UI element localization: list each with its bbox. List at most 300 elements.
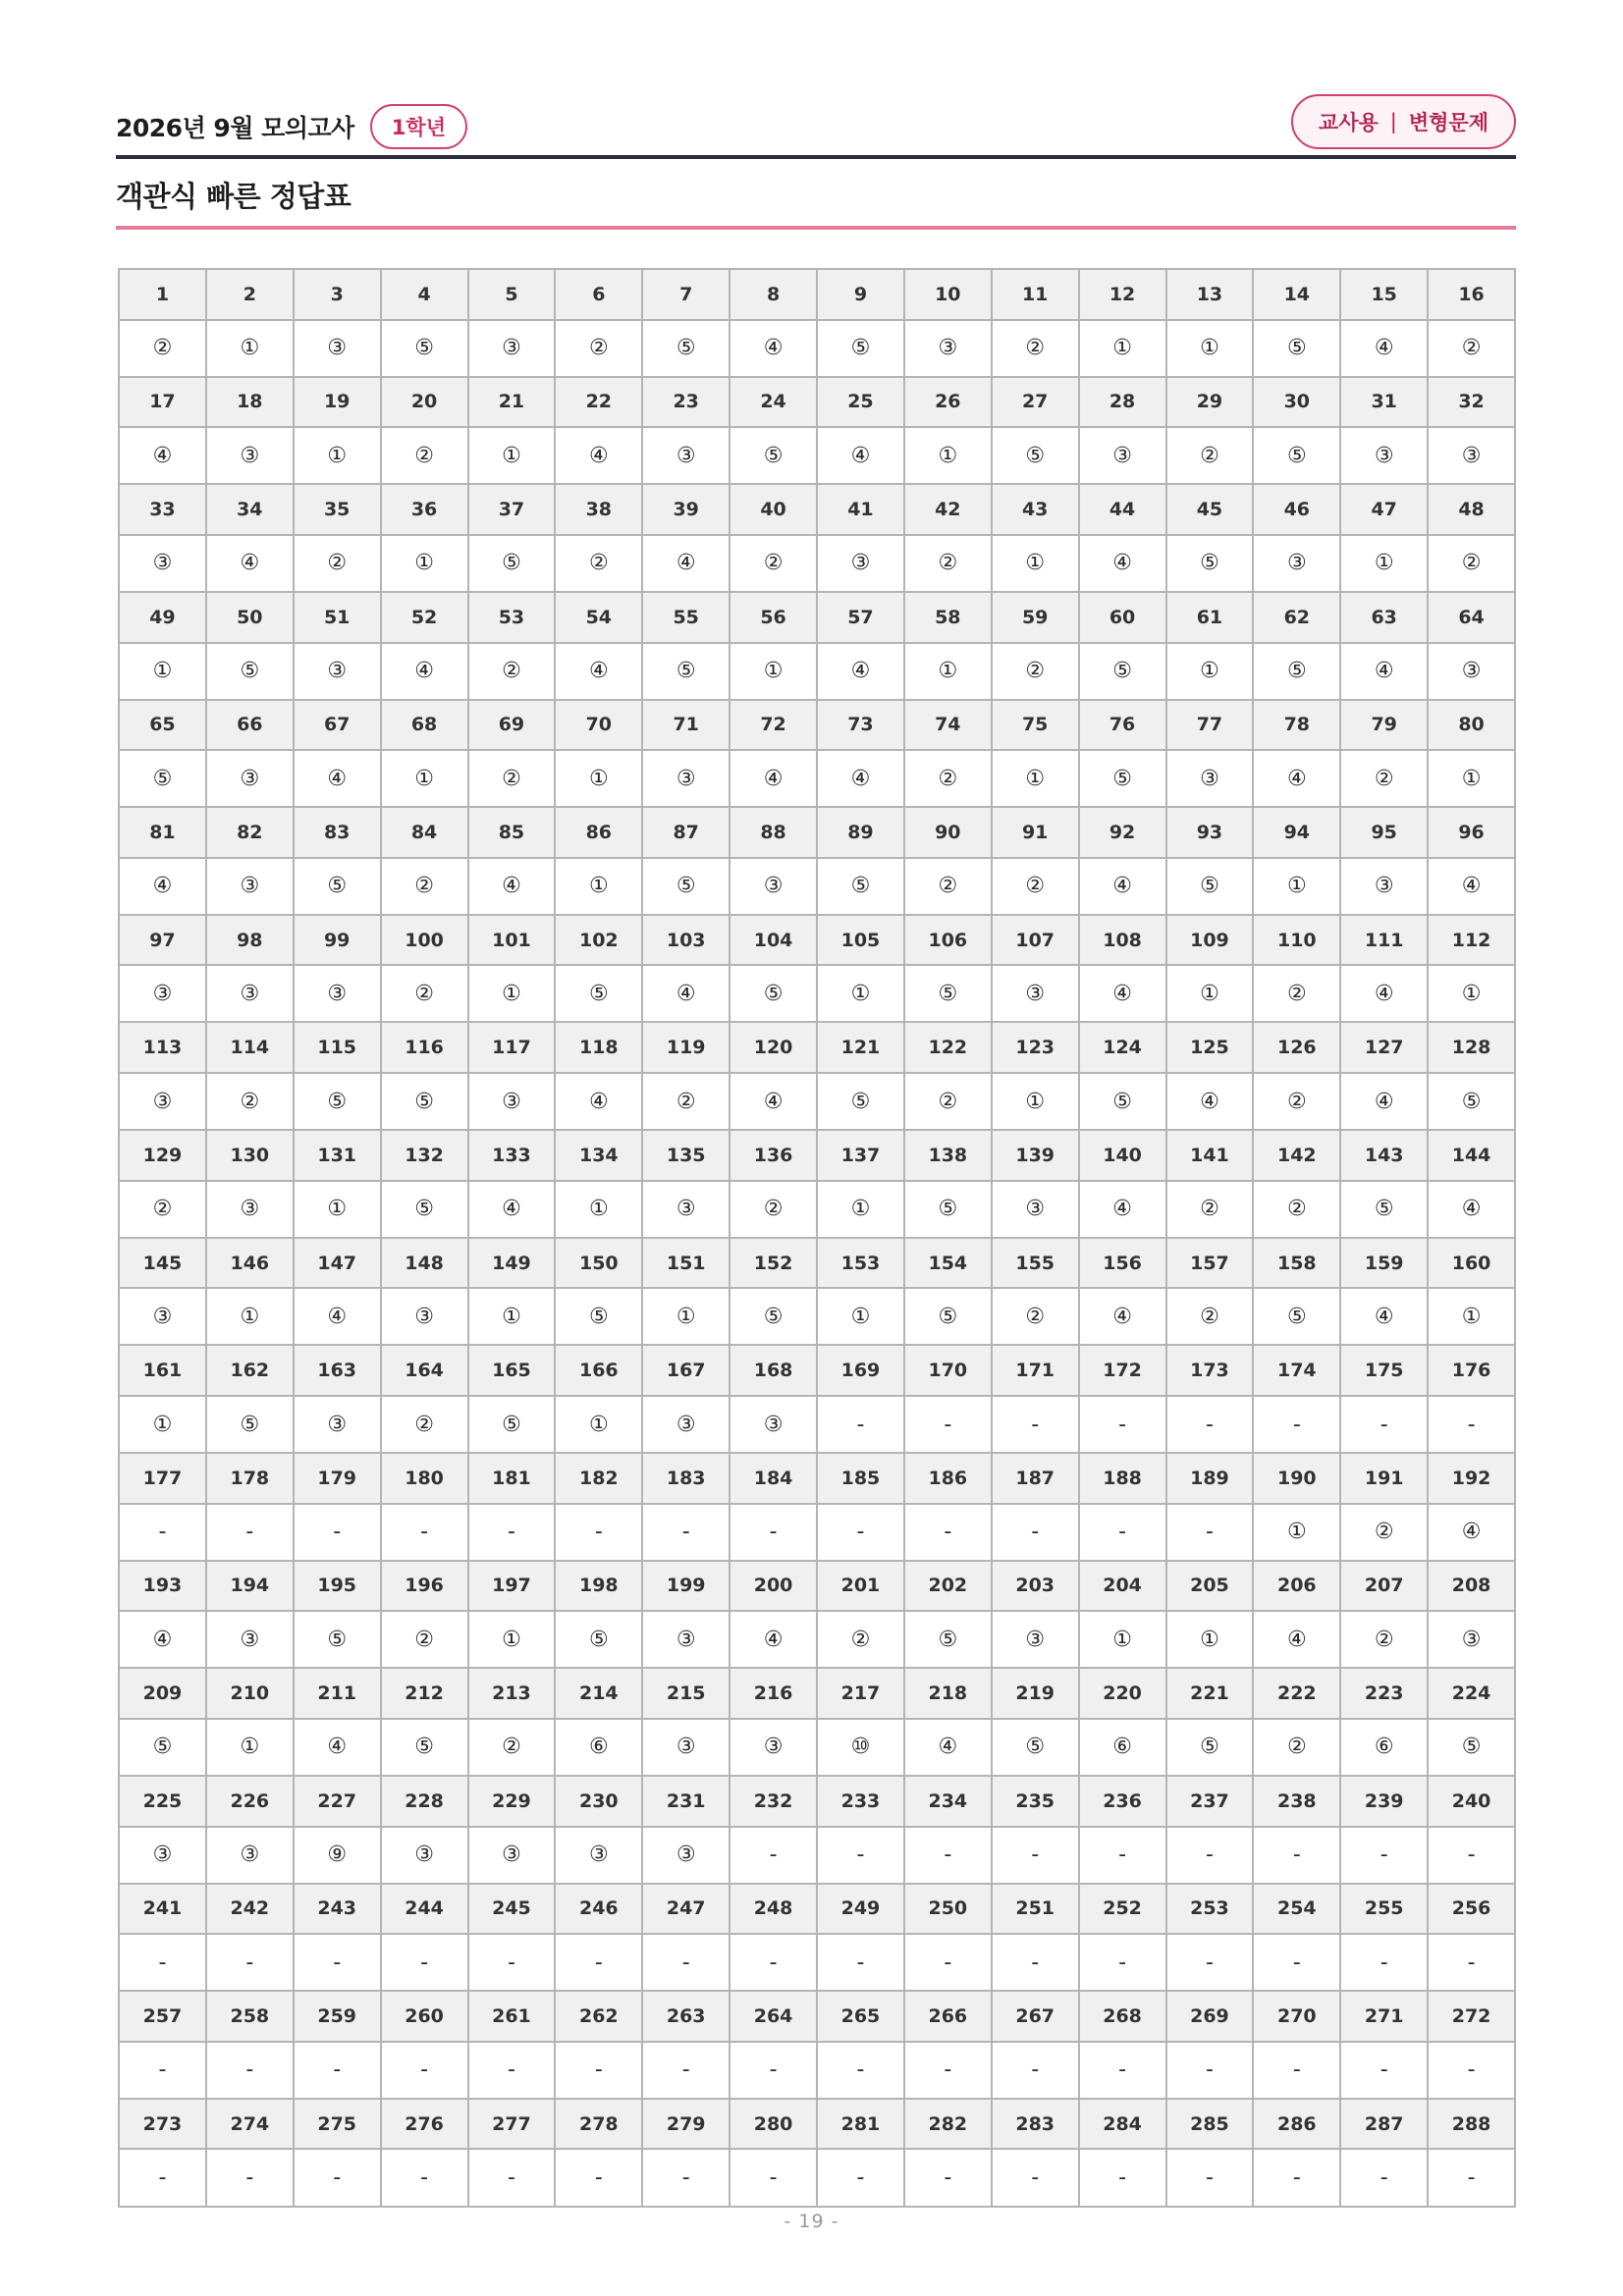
question-number-cell: 205 — [1166, 1561, 1254, 1612]
question-number-cell: 58 — [904, 592, 992, 643]
question-number-cell: 80 — [1428, 700, 1515, 751]
answer-cell: - — [381, 2042, 468, 2099]
question-number-cell: 135 — [642, 1130, 730, 1181]
answer-row — [119, 1396, 1515, 1453]
question-number-cell: 121 — [817, 1022, 904, 1073]
answer-cell: - — [1166, 2149, 1254, 2207]
answer-row — [119, 535, 1515, 592]
question-number-row — [119, 1561, 1515, 1612]
question-number-cell: 246 — [555, 1884, 642, 1935]
question-number-cell: 128 — [1428, 1022, 1515, 1073]
question-number-cell: 2 — [206, 269, 294, 320]
answer-cell: - — [555, 2042, 642, 2099]
question-number-cell: 56 — [730, 592, 817, 643]
answer-cell: - — [119, 2042, 206, 2099]
answer-cell: - — [1253, 1934, 1340, 1991]
question-number-cell: 167 — [642, 1345, 730, 1396]
question-number-cell: 18 — [206, 377, 294, 428]
answer-cell: ⑤ — [1253, 427, 1340, 484]
answer-cell: ② — [904, 750, 992, 807]
question-number-cell: 101 — [468, 915, 556, 966]
question-number-cell: 248 — [730, 1884, 817, 1935]
answer-cell: - — [555, 1504, 642, 1561]
answer-cell: ④ — [817, 643, 904, 700]
answer-cell: ② — [992, 1288, 1079, 1345]
answer-cell: ④ — [381, 643, 468, 700]
answer-cell: ⑤ — [1079, 643, 1166, 700]
answer-cell: ② — [1340, 750, 1428, 807]
answer-cell: - — [904, 1504, 992, 1561]
question-number-cell: 151 — [642, 1238, 730, 1289]
question-number-cell: 122 — [904, 1022, 992, 1073]
question-number-cell: 258 — [206, 1991, 294, 2042]
answer-cell: ④ — [1079, 1181, 1166, 1238]
answer-cell: ① — [904, 643, 992, 700]
question-number-cell: 204 — [1079, 1561, 1166, 1612]
answer-cell: - — [1166, 1504, 1254, 1561]
question-number-cell: 267 — [992, 1991, 1079, 2042]
edition-separator: | — [1389, 110, 1397, 133]
answer-cell: - — [1079, 1396, 1166, 1453]
question-number-cell: 26 — [904, 377, 992, 428]
question-number-cell: 252 — [1079, 1884, 1166, 1935]
header-divider — [116, 155, 1516, 159]
answer-cell: ⑩ — [817, 1719, 904, 1776]
answer-cell: ④ — [730, 1073, 817, 1130]
question-number-cell: 166 — [555, 1345, 642, 1396]
question-number-cell: 224 — [1428, 1668, 1515, 1719]
answer-cell: - — [1340, 1827, 1428, 1884]
answer-table-container — [118, 268, 1516, 2208]
question-number-cell: 6 — [555, 269, 642, 320]
answer-row — [119, 320, 1515, 377]
question-number-cell: 226 — [206, 1776, 294, 1827]
answer-cell: ② — [555, 320, 642, 377]
answer-cell: ① — [468, 1611, 556, 1668]
answer-cell: ③ — [992, 1181, 1079, 1238]
question-number-cell: 68 — [381, 700, 468, 751]
question-number-cell: 169 — [817, 1345, 904, 1396]
question-number-cell: 153 — [817, 1238, 904, 1289]
question-number-cell: 222 — [1253, 1668, 1340, 1719]
question-number-cell: 19 — [294, 377, 381, 428]
question-number-cell: 184 — [730, 1453, 817, 1504]
answer-cell: ③ — [1253, 535, 1340, 592]
answer-cell: ⑤ — [904, 965, 992, 1022]
answer-cell: ④ — [1340, 1288, 1428, 1345]
question-number-cell: 39 — [642, 484, 730, 535]
answer-row — [119, 965, 1515, 1022]
answer-cell: ① — [817, 1288, 904, 1345]
answer-cell: ④ — [642, 965, 730, 1022]
header-left — [116, 104, 467, 149]
answer-cell: ② — [1428, 535, 1515, 592]
answer-cell: ⑤ — [294, 858, 381, 915]
question-number-cell: 118 — [555, 1022, 642, 1073]
question-number-cell: 288 — [1428, 2099, 1515, 2150]
answer-cell: ⑤ — [1079, 750, 1166, 807]
answer-cell: ① — [1428, 965, 1515, 1022]
question-number-cell: 172 — [1079, 1345, 1166, 1396]
question-number-cell: 114 — [206, 1022, 294, 1073]
question-number-cell: 78 — [1253, 700, 1340, 751]
answer-cell: ⑤ — [730, 427, 817, 484]
question-number-cell: 220 — [1079, 1668, 1166, 1719]
question-number-cell: 223 — [1340, 1668, 1428, 1719]
answer-cell: ③ — [904, 320, 992, 377]
question-number-row — [119, 700, 1515, 751]
question-number-cell: 12 — [1079, 269, 1166, 320]
answer-cell: ④ — [817, 750, 904, 807]
answer-cell: ③ — [468, 1073, 556, 1130]
answer-cell: ⑤ — [381, 1181, 468, 1238]
question-number-cell: 186 — [904, 1453, 992, 1504]
question-number-cell: 177 — [119, 1453, 206, 1504]
question-number-cell: 75 — [992, 700, 1079, 751]
question-number-cell: 142 — [1253, 1130, 1340, 1181]
answer-cell: ④ — [555, 427, 642, 484]
question-number-cell: 16 — [1428, 269, 1515, 320]
question-number-cell: 253 — [1166, 1884, 1254, 1935]
answer-cell: ③ — [555, 1827, 642, 1884]
answer-row — [119, 427, 1515, 484]
answer-cell: ③ — [992, 965, 1079, 1022]
answer-cell: ② — [206, 1073, 294, 1130]
question-number-cell: 171 — [992, 1345, 1079, 1396]
answer-key-table — [118, 268, 1516, 2208]
answer-cell: ⑤ — [555, 965, 642, 1022]
question-number-cell: 27 — [992, 377, 1079, 428]
question-number-cell: 209 — [119, 1668, 206, 1719]
question-number-row — [119, 1238, 1515, 1289]
answer-cell: - — [1428, 1827, 1515, 1884]
question-number-cell: 54 — [555, 592, 642, 643]
question-number-cell: 83 — [294, 807, 381, 858]
answer-cell: ① — [555, 750, 642, 807]
answer-cell: ② — [1428, 320, 1515, 377]
answer-cell: ③ — [468, 1827, 556, 1884]
answer-cell: ② — [1253, 1181, 1340, 1238]
answer-cell: ⑤ — [642, 643, 730, 700]
question-number-cell: 140 — [1079, 1130, 1166, 1181]
question-number-cell: 237 — [1166, 1776, 1254, 1827]
question-number-cell: 84 — [381, 807, 468, 858]
answer-cell: ④ — [904, 1719, 992, 1776]
answer-cell: ② — [1166, 1288, 1254, 1345]
answer-cell: ④ — [1428, 1504, 1515, 1561]
question-number-cell: 165 — [468, 1345, 556, 1396]
page-number: - 19 - — [784, 2211, 839, 2232]
question-number-cell: 52 — [381, 592, 468, 643]
question-number-cell: 163 — [294, 1345, 381, 1396]
question-number-cell: 150 — [555, 1238, 642, 1289]
question-number-cell: 111 — [1340, 915, 1428, 966]
answer-cell: ④ — [206, 535, 294, 592]
answer-cell: ④ — [119, 427, 206, 484]
question-number-cell: 146 — [206, 1238, 294, 1289]
answer-cell: ③ — [642, 427, 730, 484]
question-number-cell: 71 — [642, 700, 730, 751]
question-number-cell: 176 — [1428, 1345, 1515, 1396]
question-number-cell: 180 — [381, 1453, 468, 1504]
answer-cell: ② — [555, 535, 642, 592]
question-number-cell: 124 — [1079, 1022, 1166, 1073]
answer-cell: - — [381, 1504, 468, 1561]
answer-cell: - — [1340, 1396, 1428, 1453]
question-number-cell: 234 — [904, 1776, 992, 1827]
question-number-cell: 183 — [642, 1453, 730, 1504]
answer-cell: ① — [555, 1396, 642, 1453]
answer-cell: - — [1079, 1827, 1166, 1884]
answer-cell: ① — [992, 535, 1079, 592]
question-number-row — [119, 1668, 1515, 1719]
answer-cell: - — [555, 2149, 642, 2207]
answer-cell: ① — [992, 1073, 1079, 1130]
answer-cell: ③ — [642, 1827, 730, 1884]
question-number-cell: 147 — [294, 1238, 381, 1289]
answer-cell: ③ — [1079, 427, 1166, 484]
answer-cell: - — [1340, 1934, 1428, 1991]
answer-cell: ③ — [1428, 1611, 1515, 1668]
question-number-cell: 149 — [468, 1238, 556, 1289]
question-number-cell: 130 — [206, 1130, 294, 1181]
question-number-cell: 214 — [555, 1668, 642, 1719]
section-divider — [116, 226, 1516, 230]
answer-cell: - — [992, 1827, 1079, 1884]
answer-cell: - — [1079, 2149, 1166, 2207]
question-number-cell: 119 — [642, 1022, 730, 1073]
question-number-cell: 4 — [381, 269, 468, 320]
question-number-cell: 36 — [381, 484, 468, 535]
question-number-cell: 1 — [119, 269, 206, 320]
question-number-cell: 90 — [904, 807, 992, 858]
question-number-cell: 182 — [555, 1453, 642, 1504]
question-number-cell: 243 — [294, 1884, 381, 1935]
question-number-cell: 236 — [1079, 1776, 1166, 1827]
question-number-cell: 277 — [468, 2099, 556, 2150]
answer-cell: ③ — [1428, 643, 1515, 700]
question-number-row — [119, 1345, 1515, 1396]
answer-cell: ③ — [1340, 427, 1428, 484]
answer-row — [119, 1504, 1515, 1561]
question-number-cell: 200 — [730, 1561, 817, 1612]
question-number-cell: 212 — [381, 1668, 468, 1719]
question-number-cell: 138 — [904, 1130, 992, 1181]
answer-cell: - — [904, 1396, 992, 1453]
answer-cell: ④ — [555, 643, 642, 700]
answer-cell: ④ — [1079, 965, 1166, 1022]
question-number-row — [119, 1130, 1515, 1181]
grade-badge: 1학년 — [370, 104, 467, 149]
question-number-cell: 228 — [381, 1776, 468, 1827]
answer-cell: - — [468, 1934, 556, 1991]
answer-cell: ④ — [1166, 1073, 1254, 1130]
answer-cell: ⑤ — [1166, 535, 1254, 592]
answer-row — [119, 1934, 1515, 1991]
question-number-cell: 161 — [119, 1345, 206, 1396]
question-number-cell: 62 — [1253, 592, 1340, 643]
question-number-cell: 286 — [1253, 2099, 1340, 2150]
answer-cell: ⑤ — [1166, 1719, 1254, 1776]
page-header — [116, 94, 1516, 155]
answer-cell: - — [817, 2149, 904, 2207]
answer-cell: ⑤ — [294, 1073, 381, 1130]
answer-cell: ④ — [1428, 858, 1515, 915]
question-number-cell: 10 — [904, 269, 992, 320]
answer-cell: ⑤ — [1079, 1073, 1166, 1130]
answer-cell: ④ — [730, 750, 817, 807]
question-number-cell: 218 — [904, 1668, 992, 1719]
question-number-cell: 107 — [992, 915, 1079, 966]
answer-cell: - — [294, 1934, 381, 1991]
question-number-cell: 115 — [294, 1022, 381, 1073]
answer-cell: ③ — [642, 1181, 730, 1238]
answer-cell: ⑤ — [468, 535, 556, 592]
question-number-cell: 285 — [1166, 2099, 1254, 2150]
answer-cell: ③ — [206, 858, 294, 915]
question-number-cell: 117 — [468, 1022, 556, 1073]
section-title: 객관식 빠른 정답표 — [116, 180, 352, 213]
answer-cell: ⑤ — [1166, 858, 1254, 915]
answer-cell: ① — [206, 320, 294, 377]
question-number-row — [119, 592, 1515, 643]
question-number-cell: 96 — [1428, 807, 1515, 858]
question-number-cell: 154 — [904, 1238, 992, 1289]
question-number-cell: 5 — [468, 269, 556, 320]
question-number-cell: 160 — [1428, 1238, 1515, 1289]
question-number-cell: 86 — [555, 807, 642, 858]
answer-cell: ⑤ — [381, 1073, 468, 1130]
answer-cell: - — [817, 2042, 904, 2099]
question-number-cell: 268 — [1079, 1991, 1166, 2042]
answer-cell: ③ — [730, 1719, 817, 1776]
answer-cell: ① — [468, 965, 556, 1022]
answer-cell: ④ — [1079, 858, 1166, 915]
answer-cell: ⑤ — [992, 427, 1079, 484]
question-number-cell: 37 — [468, 484, 556, 535]
answer-row — [119, 1073, 1515, 1130]
answer-cell: ④ — [555, 1073, 642, 1130]
answer-cell: ⑤ — [555, 1611, 642, 1668]
question-number-cell: 235 — [992, 1776, 1079, 1827]
question-number-cell: 131 — [294, 1130, 381, 1181]
question-number-cell: 162 — [206, 1345, 294, 1396]
question-number-cell: 157 — [1166, 1238, 1254, 1289]
answer-cell: ④ — [294, 750, 381, 807]
question-number-cell: 38 — [555, 484, 642, 535]
answer-cell: ① — [1253, 858, 1340, 915]
question-number-cell: 45 — [1166, 484, 1254, 535]
answer-cell: - — [294, 2042, 381, 2099]
question-number-cell: 89 — [817, 807, 904, 858]
answer-cell: - — [206, 1504, 294, 1561]
answer-row — [119, 1611, 1515, 1668]
question-number-cell: 8 — [730, 269, 817, 320]
question-number-cell: 201 — [817, 1561, 904, 1612]
question-number-cell: 192 — [1428, 1453, 1515, 1504]
question-number-cell: 55 — [642, 592, 730, 643]
answer-cell: ① — [206, 1719, 294, 1776]
answer-cell: ① — [1166, 965, 1254, 1022]
answer-row — [119, 2042, 1515, 2099]
question-number-cell: 113 — [119, 1022, 206, 1073]
question-number-cell: 76 — [1079, 700, 1166, 751]
answer-table-body — [119, 269, 1515, 2207]
answer-cell: ④ — [468, 858, 556, 915]
answer-cell: - — [468, 2042, 556, 2099]
question-number-row — [119, 915, 1515, 966]
question-number-cell: 241 — [119, 1884, 206, 1935]
answer-cell: - — [1428, 1396, 1515, 1453]
question-number-cell: 187 — [992, 1453, 1079, 1504]
answer-cell: - — [555, 1934, 642, 1991]
question-number-cell: 145 — [119, 1238, 206, 1289]
question-number-cell: 99 — [294, 915, 381, 966]
answer-cell: - — [904, 1827, 992, 1884]
edition-label-variant: 변형문제 — [1408, 111, 1488, 134]
question-number-cell: 247 — [642, 1884, 730, 1935]
question-number-cell: 25 — [817, 377, 904, 428]
answer-cell: ③ — [730, 858, 817, 915]
answer-cell: ① — [642, 1288, 730, 1345]
question-number-cell: 42 — [904, 484, 992, 535]
answer-cell: ⑤ — [381, 320, 468, 377]
question-number-cell: 287 — [1340, 2099, 1428, 2150]
answer-cell: ⑤ — [904, 1288, 992, 1345]
answer-cell: ③ — [381, 1827, 468, 1884]
question-number-cell: 93 — [1166, 807, 1254, 858]
answer-cell: - — [730, 2042, 817, 2099]
answer-cell: ③ — [294, 1396, 381, 1453]
question-number-row — [119, 1884, 1515, 1935]
answer-cell: ④ — [642, 535, 730, 592]
answer-cell: ① — [119, 643, 206, 700]
answer-cell: - — [904, 1934, 992, 1991]
answer-cell: - — [1428, 2149, 1515, 2207]
answer-cell: ④ — [730, 320, 817, 377]
question-number-cell: 190 — [1253, 1453, 1340, 1504]
answer-cell: ③ — [381, 1288, 468, 1345]
question-number-cell: 65 — [119, 700, 206, 751]
question-number-cell: 279 — [642, 2099, 730, 2150]
question-number-cell: 210 — [206, 1668, 294, 1719]
question-number-cell: 254 — [1253, 1884, 1340, 1935]
question-number-cell: 207 — [1340, 1561, 1428, 1612]
answer-cell: ⑤ — [1428, 1073, 1515, 1130]
question-number-cell: 283 — [992, 2099, 1079, 2150]
answer-cell: - — [1340, 2149, 1428, 2207]
question-number-cell: 77 — [1166, 700, 1254, 751]
question-number-cell: 256 — [1428, 1884, 1515, 1935]
question-number-cell: 271 — [1340, 1991, 1428, 2042]
answer-cell: - — [904, 2042, 992, 2099]
question-number-cell: 81 — [119, 807, 206, 858]
question-number-cell: 273 — [119, 2099, 206, 2150]
answer-cell: ② — [381, 858, 468, 915]
answer-cell: ① — [730, 643, 817, 700]
question-number-cell: 88 — [730, 807, 817, 858]
question-number-cell: 232 — [730, 1776, 817, 1827]
question-number-cell: 70 — [555, 700, 642, 751]
question-number-cell: 137 — [817, 1130, 904, 1181]
answer-cell: - — [206, 2042, 294, 2099]
answer-cell: ④ — [119, 1611, 206, 1668]
answer-cell: ⑨ — [294, 1827, 381, 1884]
answer-cell: ③ — [206, 1827, 294, 1884]
answer-cell: ② — [381, 427, 468, 484]
answer-cell: ② — [381, 1611, 468, 1668]
answer-cell: ② — [904, 1073, 992, 1130]
